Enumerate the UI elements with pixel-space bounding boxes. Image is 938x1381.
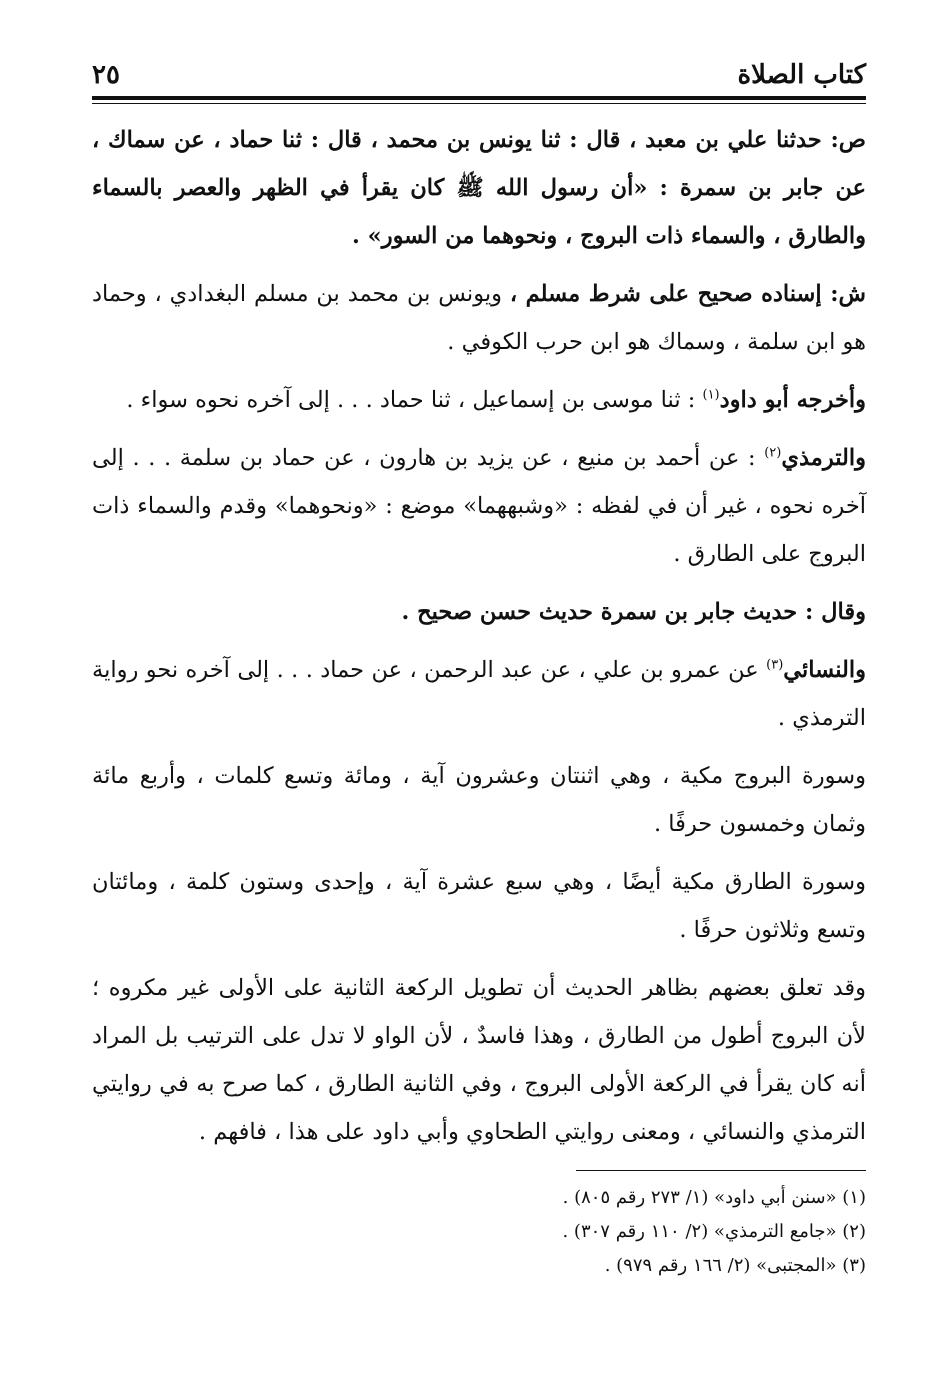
paragraph-abu-dawud	[92, 376, 866, 424]
commentary-bold: إسناده صحيح على شرط مسلم ،	[509, 281, 822, 307]
paragraph-lead: ش:	[821, 281, 867, 307]
footnote-item: (٣) «المجتبى» (٢/ ١٦٦ رقم ٩٧٩) .	[604, 1255, 866, 1276]
paragraph-surat-tariq: وسورة الطارق مكية أيضًا ، وهي سبع عشرة آية ، وإحدى وستون كلمة ، ومائتان وتسع وثلاثون حرفًا .	[92, 869, 866, 943]
book-page	[92, 40, 866, 1283]
paragraph-text: : ثنا موسى بن إسماعيل ، ثنا حماد . . . إلى آخره نحوه سواء .	[126, 387, 703, 413]
paragraph-discussion: وقد تعلق بعضهم بظاهر الحديث أن تطويل الركعة الثانية على الأولى غير مكروه ؛ لأن البروج أطول من الطارق ، وهذا فاسدٌ ، لأن الواو لا تدل على الترتيب بل المراد أنه كان يقرأ في الركعة الأولى البروج ، وفي الثانية الطارق ، كما صرح به في روايتي الترمذي والنسائي ، ومعنى روايتي الطحاوي وأبي داود على هذا ، فافهم .	[92, 975, 866, 1145]
footnote-rule	[576, 1170, 866, 1171]
paragraph-nasai	[92, 646, 866, 742]
paragraph-hadith	[92, 116, 866, 260]
main-text	[92, 116, 866, 1156]
footnote-ref: (١)	[702, 387, 720, 403]
running-header	[92, 40, 866, 90]
footnote-ref: (٢)	[764, 445, 782, 461]
paragraph-grading	[92, 588, 866, 636]
paragraph-commentary	[92, 270, 866, 366]
header-rule-thick	[92, 96, 866, 100]
paragraph-tirmidhi	[92, 434, 866, 578]
footnote-ref: (٣)	[766, 657, 784, 673]
paragraph-text: عن عمرو بن علي ، عن عبد الرحمن ، عن حماد . . . إلى آخره نحو رواية الترمذي .	[92, 657, 866, 731]
header-rule-thin	[92, 103, 866, 104]
hadith-text: حدثنا علي بن معبد ، قال : ثنا يونس بن محمد ، قال : ثنا حماد ، عن سماك ، عن جابر بن سمرة : «أن رسول الله ﷺ كان يقرأ في الظهر والعصر بالسماء والطارق ، والسماء ذات البروج ، ونحوهما من السور» .	[92, 127, 866, 249]
footnotes	[92, 1181, 866, 1283]
page-number: ٢٥	[92, 60, 120, 90]
source-name: والنسائي	[783, 657, 866, 683]
source-name: وأخرجه أبو داود	[719, 387, 866, 413]
paragraph-text: : عن أحمد بن منيع ، عن يزيد بن هارون ، عن حماد بن سلمة . . . إلى آخره نحوه ، غير أن في لفظه : «وشبههما» موضع : «ونحوهما» وقدم والسماء ذات البروج على الطارق .	[92, 445, 866, 567]
source-name: والترمذي	[781, 445, 866, 471]
footnote-item: (٢) «جامع الترمذي» (٢/ ١١٠ رقم ٣٠٧) .	[562, 1221, 866, 1242]
commentary-text: ويونس بن محمد بن مسلم البغدادي ، وحماد هو ابن سلمة ، وسماك هو ابن حرب الكوفي .	[92, 281, 866, 355]
paragraph-lead: ص:	[821, 127, 866, 153]
footnote-item: (١) «سنن أبي داود» (١/ ٢٧٣ رقم ٨٠٥) .	[562, 1187, 866, 1208]
paragraph-surat-buruj: وسورة البروج مكية ، وهي اثنتان وعشرون آية ، ومائة وتسع كلمات ، وأربع مائة وثمان وخمسون حرفًا .	[92, 763, 866, 837]
grading-text: وقال : حديث جابر بن سمرة حديث حسن صحيح .	[401, 599, 866, 625]
chapter-title: كتاب الصلاة	[737, 60, 866, 90]
